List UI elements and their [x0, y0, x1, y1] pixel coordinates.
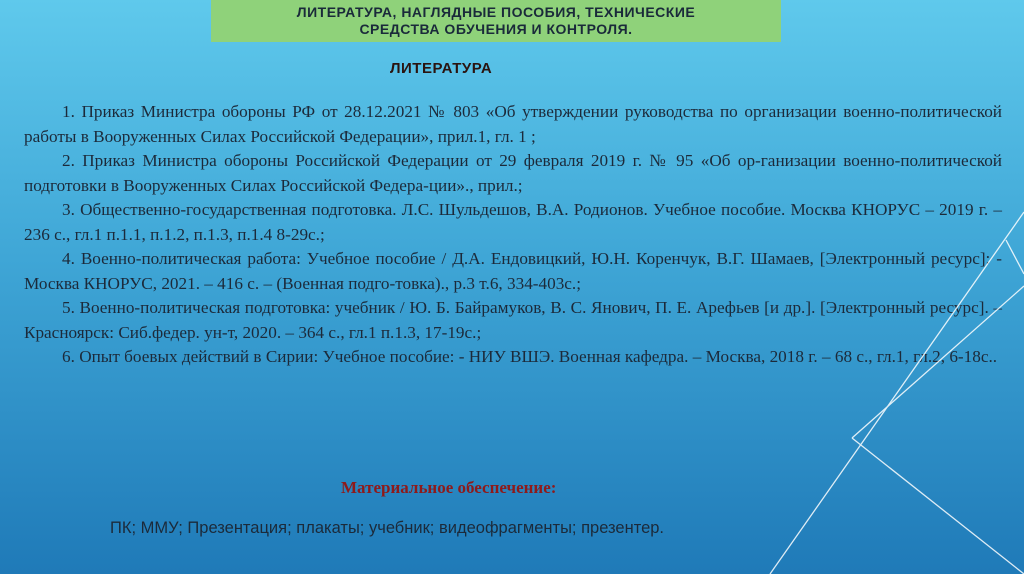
header-title-line-2: СРЕДСТВА ОБУЧЕНИЯ И КОНТРОЛЯ. — [359, 21, 633, 37]
literature-item-3: 3. Общественно-государственная подготовка. Л.С. Шульдешов, В.А. Родионов. Учебное пособие. Москва КНОРУС – 2019 г. – 236 с., гл.1 п.1.1, п.1.2, п.1.3, п.1.4 8-29с.; — [24, 200, 1002, 244]
literature-item-1: 1. Приказ Министра обороны РФ от 28.12.2021 № 803 «Об утверждении руководства по организации военно-политической работы в Вооруженных Силах Российской Федерации», прил.1, гл. 1 ; — [24, 102, 1002, 146]
material-text: ПК; ММУ; Презентация; плакаты; учебник; видеофрагменты; презентер. — [110, 519, 665, 537]
literature-item-5: 5. Военно-политическая подготовка: учебник / Ю. Б. Байрамуков, В. С. Янович, П. Е. Арефьев [и др.]. [Электронный ресурс]. – Красноярск: Сиб.федер. ун-т, 2020. – 364 с., гл.1 п.1.3, 17-19с.; — [24, 298, 1002, 342]
material-label: Материальное обеспечение: — [341, 478, 557, 497]
deco-line-2 — [852, 438, 1024, 574]
literature-item-4: 4. Военно-политическая работа: Учебное пособие / Д.А. Ендовицкий, Ю.Н. Коренчук, В.Г. Шамаев, [Электронный ресурс]: - Москва КНОРУС, 2021. – 416 с. – (Военная подго-товка)., р.3 т.6, 334-403с.; — [24, 249, 1002, 293]
header-title-box — [211, 0, 781, 42]
literature-item-2: 2. Приказ Министра обороны Российской Федерации от 29 февраля 2019 г. № 95 «Об ор-ганизации военно-политической подготовки в Вооруженных Силах Российской Федера-ции»., прил.; — [24, 151, 1002, 195]
section-title: ЛИТЕРАТУРА — [390, 60, 493, 77]
literature-item-6: 6. Опыт боевых действий в Сирии: Учебное пособие: - НИУ ВШЭ. Военная кафедра. – Москва, 2018 г. – 68 с., гл.1, гл.2, 6-18с.. — [62, 347, 998, 366]
deco-line-4 — [1006, 240, 1024, 274]
literature-list — [24, 100, 1002, 370]
header-title-line-1: ЛИТЕРАТУРА, НАГЛЯДНЫЕ ПОСОБИЯ, ТЕХНИЧЕСКИЕ — [296, 4, 696, 20]
